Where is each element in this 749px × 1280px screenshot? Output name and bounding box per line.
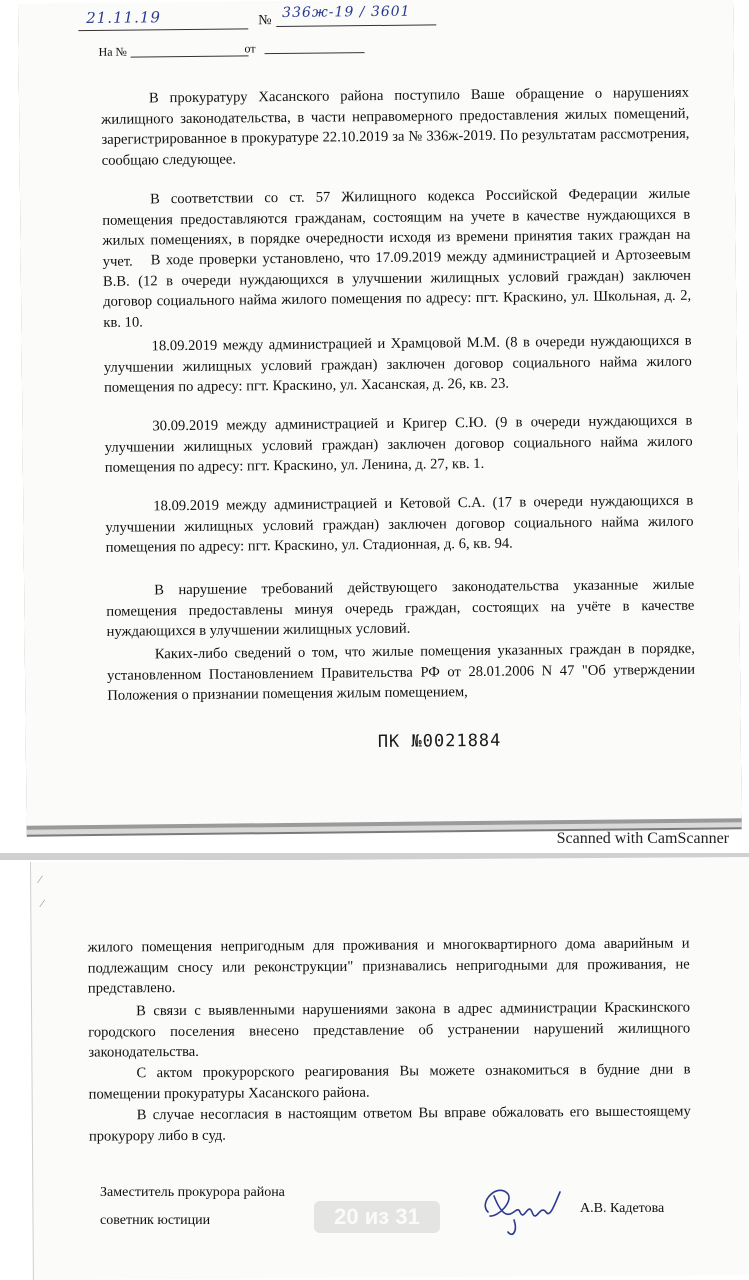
- document-page-1: [18, 0, 742, 826]
- handwritten-date: 21.11.19: [86, 8, 162, 28]
- number-label: №: [258, 13, 272, 29]
- body-paragraph: С актом прокурорского реагирования Вы можете ознакомиться в будние дни в помещении прокуратуры Хасанского района.: [88, 1061, 691, 1103]
- signatory-title: [100, 1182, 285, 1232]
- reply-to-label: На №: [98, 44, 128, 59]
- body-paragraph: В ходе проверки установлено, что 17.09.2019 между администрацией и Артозеевым В.В. (12 в очереди нуждающихся в улучшении жилищных условий граждан) заключен договор социального найма жилого помещения по адресу: пгт. Краскино, ул. Школьная, д. 2, кв. 10.: [102, 246, 692, 331]
- body-paragraph: Каких-либо сведений о том, что жилые помещения указанных граждан в порядке, установленном Постановлением Правительства РФ от 28.01.2006 N 47 "Об утверждении Положения о признании помещения жилым помещением,: [106, 640, 696, 704]
- signatory-title-line1: Заместитель прокурора района: [100, 1185, 285, 1200]
- body-paragraph: жилого помещения непригодным для проживания и многоквартирного дома аварийным и подлежащим сносу или реконструкции" признавались непригодными для проживания, не представлено.: [87, 935, 690, 997]
- body-paragraph: 18.09.2019 между администрацией и Храмцовой М.М. (8 в очереди нуждающихся в улучшении жилищных условий граждан) заключен договор социального найма жилого помещения по адресу: пгт. Краскино, ул. Хасанская, д. 26, кв. 23.: [103, 332, 692, 396]
- body-paragraph: В нарушение требований действующего законодательства указанные жилые помещения предоставлены минуя очередь граждан, состоящих на учёте в качестве нуждающихся в улучшении жилищных условий.: [106, 576, 695, 640]
- number-line: [276, 24, 436, 27]
- signatory-title-line2: советник юстиции: [100, 1213, 211, 1228]
- page-counter-overlay: 20 из 31: [314, 1201, 440, 1233]
- body-paragraph: В случае несогласия в настоящим ответом Вы вправе обжаловать его вышестоящему прокурору либо в суд.: [88, 1103, 691, 1145]
- body-paragraph: В прокуратуру Хасанского района поступило Ваше обращение о нарушениях жилищного законодательства, в части неправомерного предоставления жилых помещений, зарегистрированное в прокуратуре 22.10.2019 за № 336ж-2019. По результатам рассмотрения, сообщаю следующее.: [101, 84, 690, 169]
- body-paragraph: В соответствии со ст. 57 Жилищного кодекса Российской Федерации жилые помещения предоставляются гражданам, состоящим на учете в качестве нуждающихся в жилых помещениях, в порядке очередности исходя из времени принятия таких граждан на учет.: [102, 185, 691, 270]
- date-line: [78, 28, 248, 31]
- body-paragraph: В связи с выявленными нарушениями закона в адрес администрации Краскинского городского поселения внесено представление об устранении нарушений жилищного законодательства.: [88, 999, 691, 1061]
- margin-pencil-mark: ⁄: [39, 873, 42, 886]
- from-label: от: [244, 41, 256, 56]
- from-line: [265, 52, 365, 54]
- handwritten-number: 336ж-19 / 3601: [282, 3, 411, 21]
- handwritten-signature: [468, 1172, 578, 1242]
- camscanner-watermark: Scanned with CamScanner: [556, 830, 729, 847]
- body-paragraph: 18.09.2019 между администрацией и Кетовой С.А. (17 в очереди нуждающихся в улучшении жилищных условий граждан) заключен договор социального найма жилого помещения по адресу: пгт. Краскино, ул. Стадионная, д. 6, кв. 94.: [105, 492, 694, 556]
- reply-to-line: [131, 55, 249, 57]
- form-serial-number: ПК №0021884: [377, 730, 502, 753]
- body-paragraph: 30.09.2019 между администрацией и Кригер С.Ю. (9 в очереди нуждающихся в улучшении жилищных условий граждан) заключен договор социального найма жилого помещения по адресу: пгт. Краскино, ул. Ленина, д. 27, кв. 1.: [104, 412, 693, 476]
- signer-name: А.В. Кадетова: [580, 1201, 665, 1216]
- margin-pencil-mark: ⁄: [41, 897, 44, 910]
